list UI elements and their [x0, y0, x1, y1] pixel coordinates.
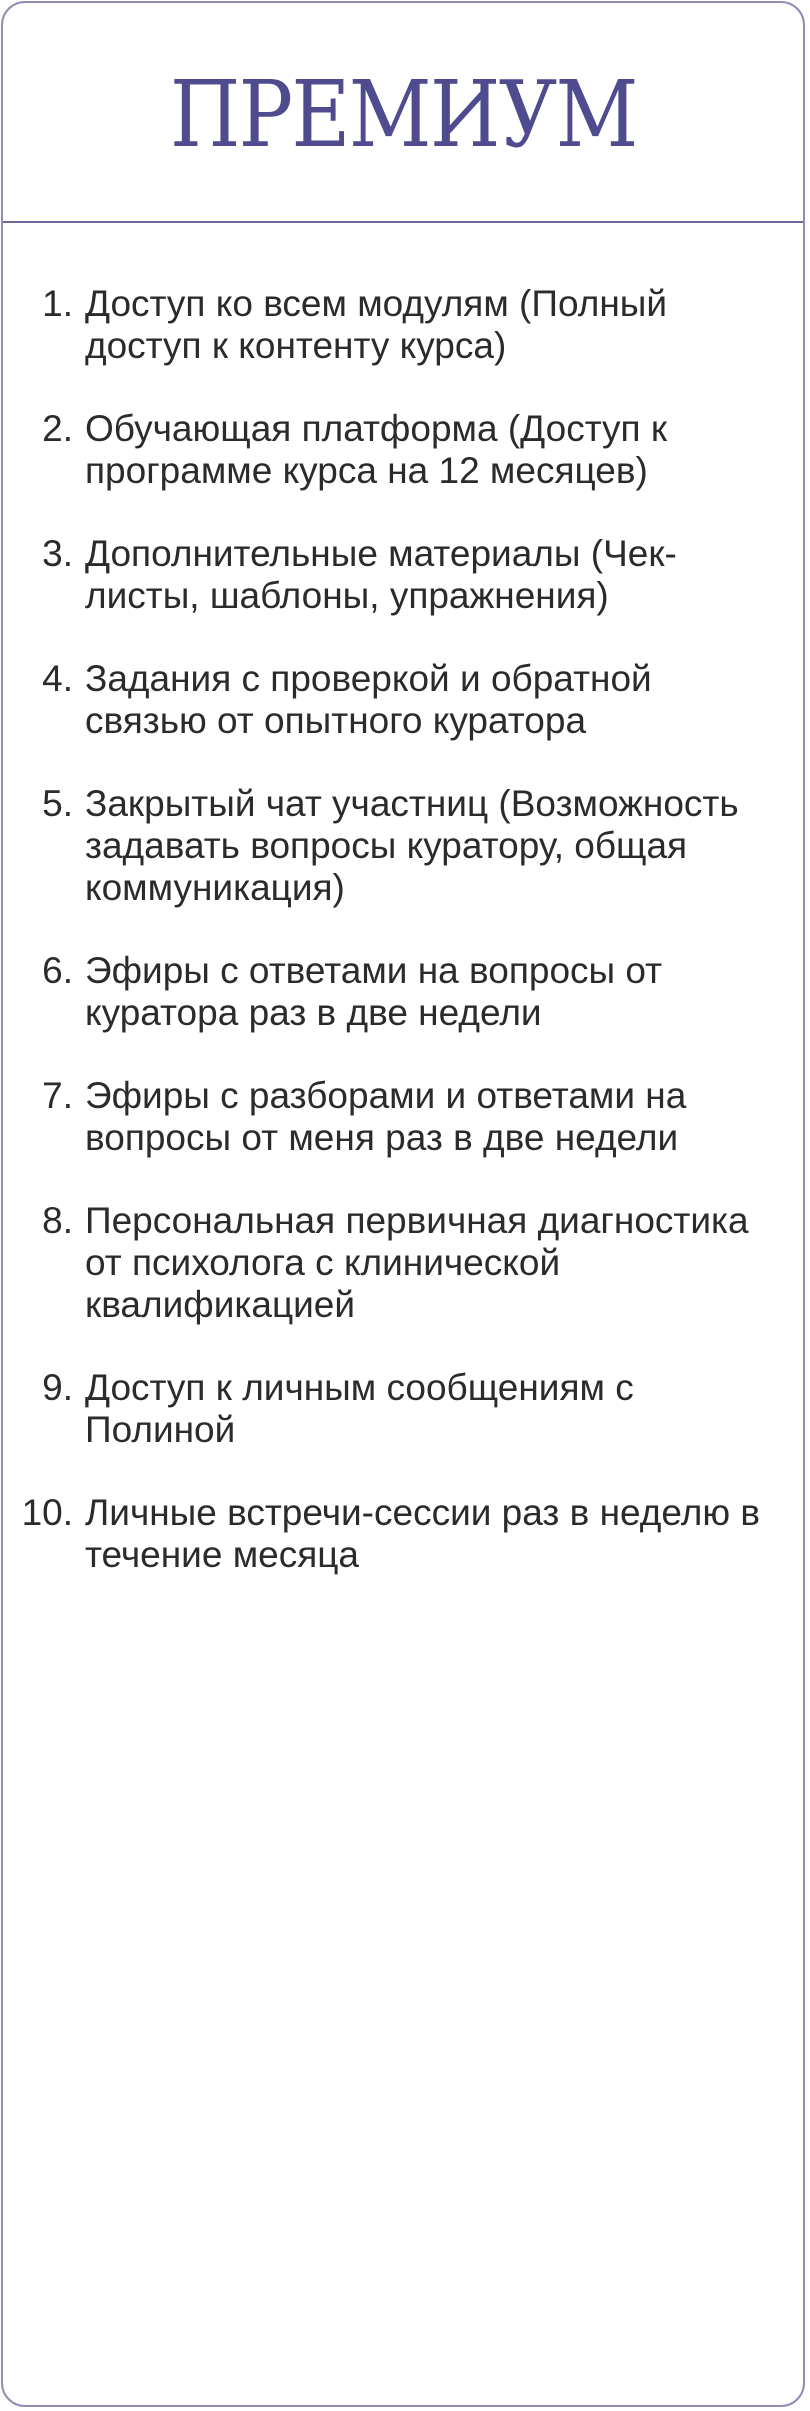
feature-number: 5. [42, 783, 73, 824]
feature-number: 4. [42, 658, 73, 699]
feature-number: 3. [42, 533, 73, 574]
feature-text: Персональная первичная диагностика от психолога с клинической квалификацией [85, 1200, 749, 1325]
plan-header [3, 3, 803, 223]
list-item [3, 533, 763, 617]
list-item [3, 283, 763, 367]
feature-number: 9. [42, 1367, 73, 1408]
list-item [3, 783, 763, 909]
feature-number: 6. [42, 950, 73, 991]
feature-text: Эфиры с разборами и ответами на вопросы от меня раз в две недели [85, 1075, 687, 1158]
list-item [3, 1367, 763, 1451]
list-item [3, 408, 763, 492]
feature-text: Дополнительные материалы (Чек-листы, шаблоны, упражнения) [85, 533, 677, 616]
feature-number: 2. [42, 408, 73, 449]
feature-number: 10. [21, 1492, 73, 1533]
feature-text: Эфиры с ответами на вопросы от куратора раз в две недели [85, 950, 663, 1033]
list-item [3, 1492, 763, 1576]
feature-text: Доступ ко всем модулям (Полный доступ к контенту курса) [85, 283, 668, 366]
feature-text: Задания с проверкой и обратной связью от опытного куратора [85, 658, 652, 741]
feature-text: Доступ к личным сообщениям с Полиной [85, 1367, 634, 1450]
feature-number: 8. [42, 1200, 73, 1241]
feature-text: Обучающая платформа (Доступ к программе курса на 12 месяцев) [85, 408, 668, 491]
feature-text: Личные встречи-сессии раз в неделю в течение месяца [85, 1492, 761, 1575]
list-item [3, 658, 763, 742]
feature-number: 7. [42, 1075, 73, 1116]
list-item [3, 950, 763, 1034]
feature-number: 1. [42, 283, 73, 324]
list-item [3, 1075, 763, 1159]
plan-title: ПРЕМИУМ [169, 61, 637, 168]
feature-text: Закрытый чат участниц (Возможность задавать вопросы куратору, общая коммуникация) [85, 783, 739, 908]
list-item [3, 1200, 763, 1326]
feature-list [3, 223, 803, 1576]
plan-card [1, 1, 805, 2407]
